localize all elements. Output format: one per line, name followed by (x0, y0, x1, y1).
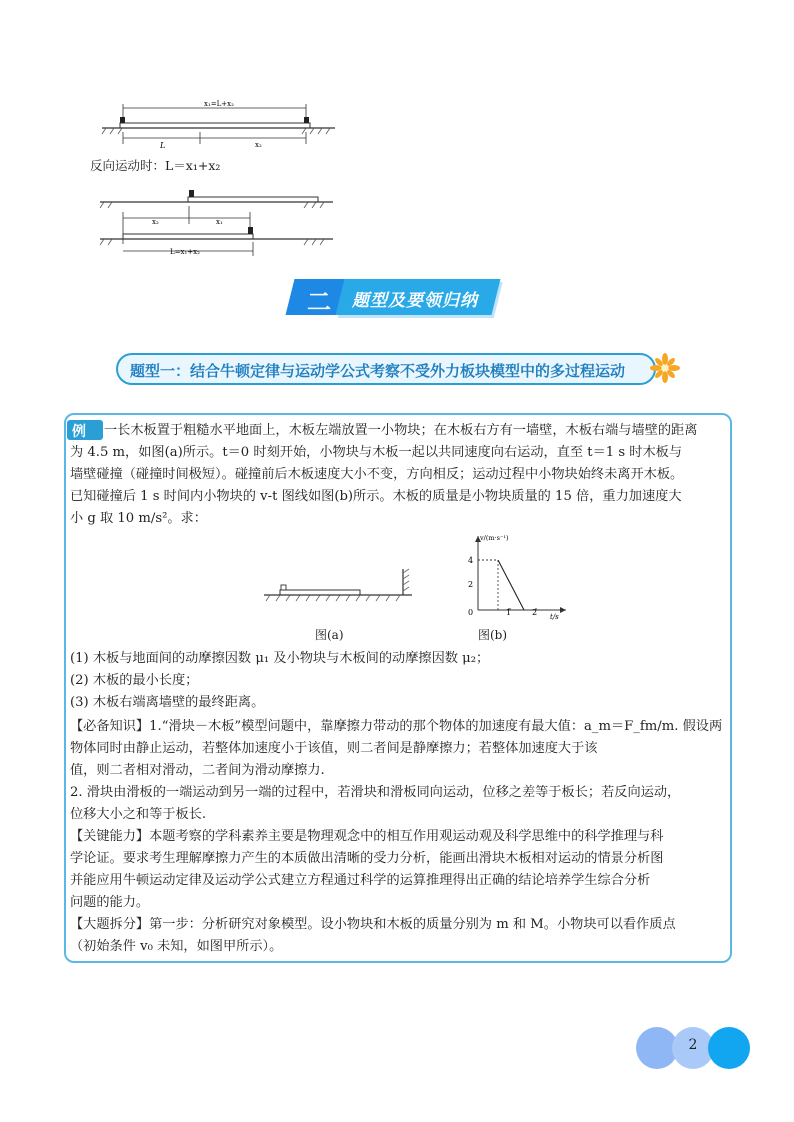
figure-a-caption: 图(a) (315, 628, 344, 642)
ability-line: 【关键能力】本题考察的学科素养主要是物理观念中的相互作用观运动观及科学思维中的科学推理与科 (70, 829, 664, 844)
problem-line: 已知碰撞后 1 s 时间内小物块的 v-t 图线如图(b)所示。木板的质量是小物块质量的 15 倍，重力加速度大 (70, 489, 682, 504)
banner-number: 二 (307, 288, 331, 316)
knowledge-line: 值，则二者相对滑动，二者间为滑动摩擦力. (70, 763, 325, 778)
page-decor-circle (708, 1027, 750, 1069)
knowledge-section (70, 716, 730, 826)
flower-icon (650, 352, 680, 384)
ability-line: 学论证。要求考生理解摩擦力产生的本质做出清晰的受力分析，能画出滑块木板相对运动的情景分析图 (70, 851, 664, 866)
ability-section (70, 826, 730, 914)
question-item: (1) 木板与地面间的动摩擦因数 μ₁ 及小物块与木板间的动摩擦因数 μ₂； (70, 651, 490, 666)
figure-a (262, 565, 422, 607)
question-item: (2) 木板的最小长度； (70, 673, 199, 688)
y-tick: 0 (468, 608, 474, 617)
breakdown-line: （初始条件 v₀ 未知，如图甲所示）。 (70, 939, 283, 954)
example-tag-label: 例 (72, 424, 86, 440)
example-number: 1 (90, 420, 101, 438)
label-total: x₁=L+x₂ (204, 100, 234, 108)
problem-text (104, 420, 728, 442)
breakdown-line: 【大题拆分】第一步：分析研究对象模型。设小物块和木板的质量分别为 m 和 M。小物块可以看作质点 (70, 917, 676, 932)
breakdown-section (70, 914, 730, 958)
label-x2: x₂ (255, 141, 262, 149)
ability-line: 问题的能力。 (70, 895, 150, 910)
graph-xlabel: t/s (550, 613, 559, 620)
same-direction-diagram (100, 100, 340, 156)
graph-ylabel: v/(m·s⁻¹) (480, 534, 509, 542)
knowledge-line: 【必备知识】1.“滑块－木板”模型问题中，靠摩擦力带动的那个物体的加速度有最大值：a_m＝F_fm/m. 假设两 (70, 719, 723, 734)
knowledge-line: 位移大小之和等于板长. (70, 807, 207, 822)
reverse-motion-text: 反向运动时：L＝x₁+x₂ (90, 158, 221, 173)
knowledge-line: 2. 滑块由滑板的一端运动到另一端的过程中，若滑块和滑板同向运动，位移之差等于板长；若反向运动， (70, 785, 681, 800)
y-tick: 2 (468, 580, 474, 589)
knowledge-line: 物体同时由静止运动，若整体加速度小于该值，则二者间是静摩擦力；若整体加速度大于该 (70, 741, 598, 756)
figure-b-vt-graph (462, 530, 572, 620)
figure-b-caption: 图(b) (478, 628, 508, 642)
label-x2: x₂ (152, 218, 159, 226)
problem-line: 一长木板置于粗糙水平地面上，木板左端放置一小物块；在木板右方有一墙壁，木板右端与墙壁的距离 (104, 423, 698, 438)
questions (70, 648, 730, 714)
ability-line: 并能应用牛顿运动定律及运动学公式建立方程通过科学的运算推理得出正确的结论培养学生综合分析 (70, 873, 651, 888)
section-title: 题型一：结合牛顿定律与运动学公式考察不受外力板块模型中的多过程运动 (130, 362, 626, 380)
problem-text-cont (70, 442, 730, 530)
label-x1: x₁ (216, 218, 223, 226)
problem-line: 小 g 取 10 m/s²。求： (70, 511, 207, 526)
section-title-pill (116, 353, 656, 385)
x-tick: 2 (532, 608, 538, 617)
banner-title: 题型及要领归纳 (352, 291, 478, 311)
label-total: L=x₁+x₂ (170, 248, 200, 256)
y-tick: 4 (468, 556, 474, 565)
x-tick: 1 (506, 608, 512, 617)
label-L: L (160, 141, 166, 150)
problem-line: 墙壁碰撞（碰撞时间极短）。碰撞前后木板速度大小不变，方向相反；运动过程中小物块始终未离开木板。 (70, 467, 684, 482)
page-number: 2 (688, 1037, 698, 1053)
question-item: (3) 木板右端离墙壁的最终距离。 (70, 695, 265, 710)
section-banner (290, 279, 500, 315)
reverse-direction-diagram (98, 182, 338, 262)
problem-line: 为 4.5 m，如图(a)所示。t＝0 时刻开始，小物块与木板一起以共同速度向右运动，直至 t＝1 s 时木板与 (70, 445, 683, 460)
